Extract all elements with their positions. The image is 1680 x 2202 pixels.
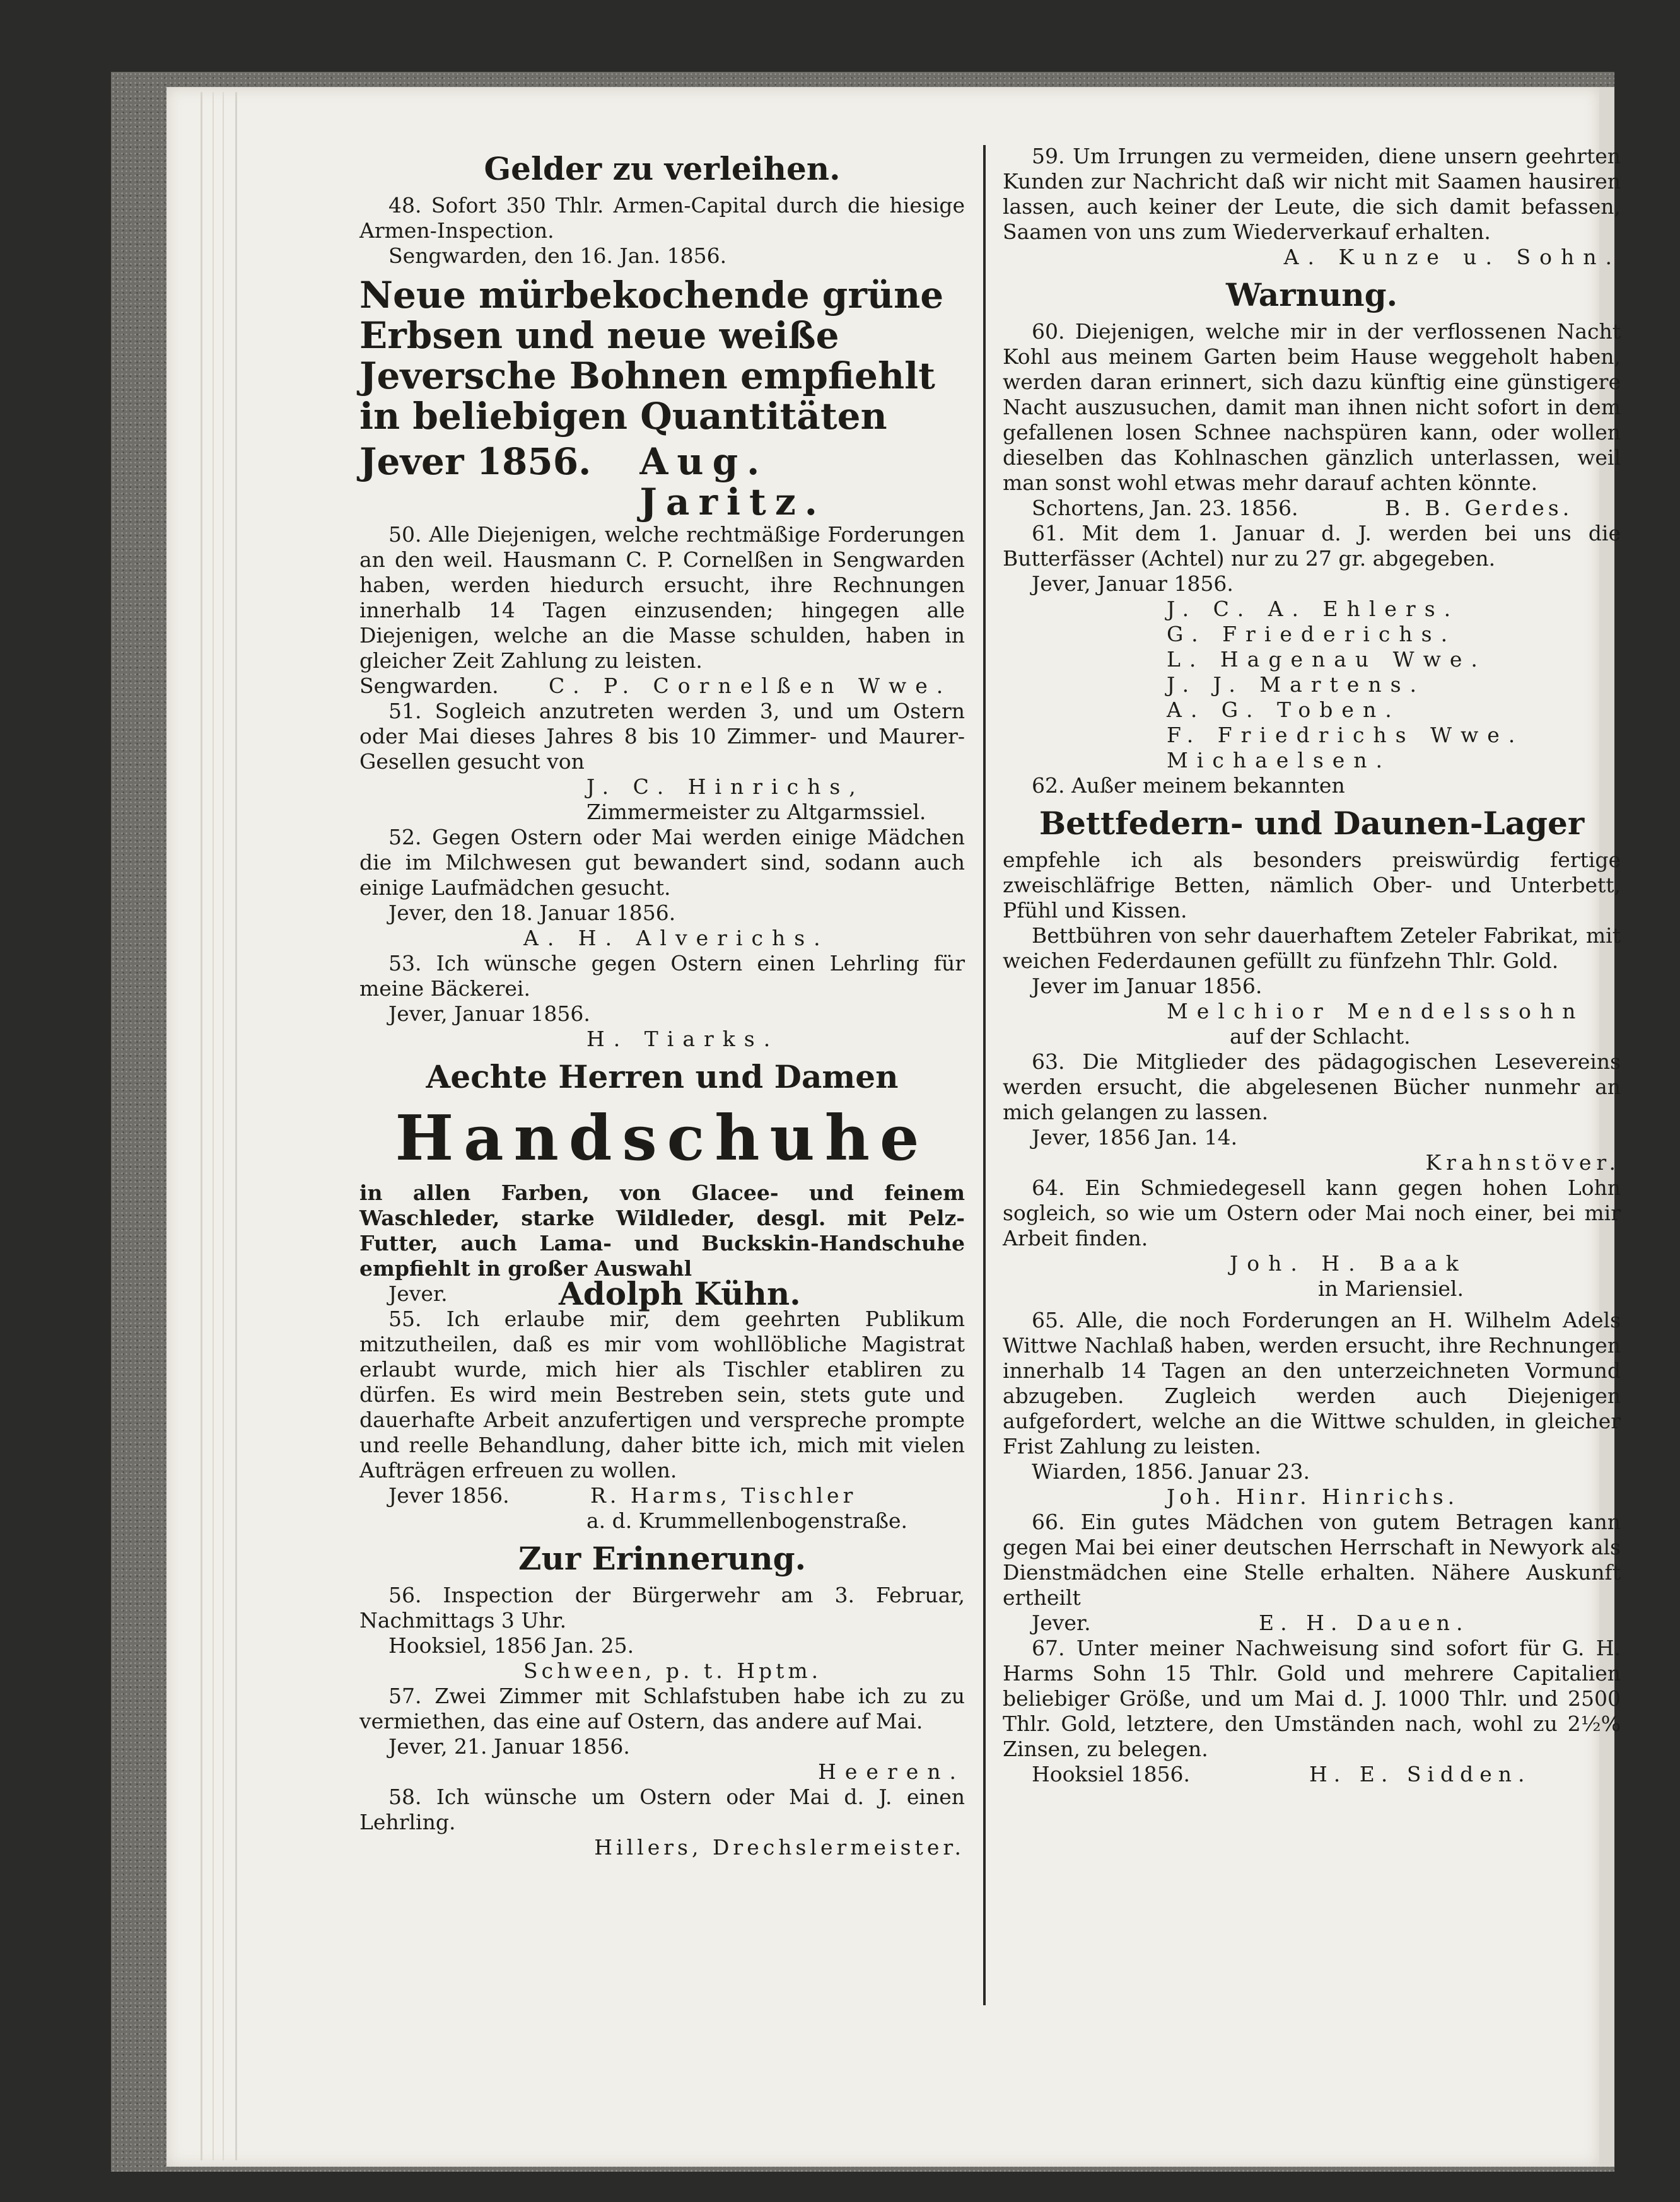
s62-text: empfehle ich als besonders preiswürdig fertige zweischläfrige Betten, nämlich Ober- und Unterbett, Pfühl und Kissen. bbox=[1003, 848, 1621, 923]
s62-signature-address: auf der Schlacht. bbox=[1230, 1024, 1411, 1049]
s61-signature-2: G. Friederichs. bbox=[1167, 622, 1457, 646]
s54-headline-large: Handschuhe bbox=[395, 1102, 930, 1175]
s63-text: 63. Die Mitglieder des pädagogischen Lesevereins werden ersucht, die abgelesenen Bücher nunmehr an mich gelangen zu lassen. bbox=[1003, 1049, 1621, 1124]
s62-headline: Bettfedern- und Daunen-Lager bbox=[1039, 805, 1585, 842]
s48-title: Gelder zu verleihen. bbox=[484, 150, 841, 187]
s63-signature: Krahnstöver. bbox=[1425, 1150, 1621, 1175]
s55-text: 55. Ich erlaube mir, dem geehrten Publikum mitzutheilen, daß es mir vom wohllöbliche Magistrat erlaubt wurde, mich hier als Tischler etabliren zu dürfen. Es wird mein Bestreben sein, stets gute und dauerhafte Arbeit anzufertigen und verspreche prompte und reelle Behandlung, daher bitte ich, mich mit vielen Aufträgen erfreuen zu wollen. bbox=[359, 1307, 965, 1483]
s60-footer bbox=[1003, 496, 1621, 521]
s54-footer bbox=[359, 1275, 965, 1312]
right-column bbox=[1003, 144, 1621, 1787]
s50-signature: C. P. Cornelßen Wwe. bbox=[549, 673, 952, 698]
page-edge-lines bbox=[201, 92, 237, 2160]
s62-text-2: Bettbühren von sehr dauerhaftem Zeteler Fabrikat, mit weichen Federdaunen gefüllt zu fünfzehn Thlr. Gold. bbox=[1003, 923, 1621, 973]
s65-text: 65. Alle, die noch Forderungen an H. Wilhelm Adels Wittwe Nachlaß haben, werden ersucht, ihre Rechnungen innerhalb 14 Tagen an den unterzeichneten Vormund abzugeben. Zugleich werden auch Diejenigen aufgefordert, welche an die Wittwe schulden, in gleicher Frist Zahlung zu leisten. bbox=[1003, 1308, 1621, 1459]
s67-place: Hooksiel 1856. bbox=[1032, 1762, 1191, 1786]
s61-signature-4: J. J. Martens. bbox=[1167, 672, 1426, 697]
s48-date: Sengwarden, den 16. Jan. 1856. bbox=[388, 243, 727, 268]
s49-headline: Neue mürbekochende grüne Erbsen und neue weiße Jeversche Bohnen empfiehlt in beliebigen Quantitäten bbox=[359, 274, 944, 438]
s57-text: 57. Zwei Zimmer mit Schlafstuben habe ich zu zu vermiethen, das eine auf Ostern, das andere auf Mai. bbox=[359, 1684, 965, 1733]
s64-text: 64. Ein Schmiedegesell kann gegen hohen Lohn sogleich, so wie um Ostern oder Mai noch einer, bei mir Arbeit finden. bbox=[1003, 1175, 1621, 1250]
s57-date: Jever, 21. Januar 1856. bbox=[388, 1734, 630, 1759]
s66-footer bbox=[1003, 1611, 1621, 1636]
s52-date: Jever, den 18. Januar 1856. bbox=[388, 900, 676, 925]
s48-text: 48. Sofort 350 Thlr. Armen-Capital durch die hiesige Armen-Inspection. bbox=[359, 193, 965, 243]
s50-place: Sengwarden. bbox=[359, 673, 499, 698]
s51-signature-title: Zimmermeister zu Altgarmssiel. bbox=[586, 800, 926, 824]
s56-text: 56. Inspection der Bürgerwehr am 3. Februar, Nachmittags 3 Uhr. bbox=[359, 1583, 965, 1633]
s61-text: 61. Mit dem 1. Januar d. J. werden bei uns die Butterfässer (Achtel) nur zu 27 gr. abgegeben. bbox=[1003, 521, 1621, 571]
column-divider bbox=[983, 145, 986, 2005]
s66-text: 66. Ein gutes Mädchen von gutem Betragen kann gegen Mai bei einer deutschen Herrschaft in Newyork als Dienstmädchen eine Stelle erhalten. Nähere Auskunft ertheilt bbox=[1003, 1510, 1621, 1610]
s50-text: 50. Alle Diejenigen, welche rechtmäßige Forderungen an den weil. Hausmann C. P. Cornelßen in Sengwarden haben, werden hiedurch ersucht, ihre Rechnungen innerhalb 14 Tagen einzusenden; hingegen alle Diejenigen, welche an die Masse schulden, haben in gleicher Zeit Zahlung zu leisten. bbox=[359, 522, 965, 673]
s49-footer bbox=[359, 441, 965, 522]
s64-signature-address: in Mariensiel. bbox=[1318, 1276, 1464, 1301]
s65-signature: Joh. Hinr. Hinrichs. bbox=[1167, 1484, 1459, 1509]
s67-text: 67. Unter meiner Nachweisung sind sofort für G. H. Harms Sohn 15 Thlr. Gold und mehrere Capitalien beliebiger Größe, und um Mai d. J. 1000 Thlr. und 2500 Thlr. Gold, letztere, den Umständen nach, wohl zu 2½% Zinsen, zu belegen. bbox=[1003, 1636, 1621, 1761]
s60-date: Schortens, Jan. 23. 1856. bbox=[1032, 496, 1298, 520]
s55-signature-address: a. d. Krummellenbogenstraße. bbox=[586, 1508, 908, 1533]
left-column bbox=[359, 144, 965, 1860]
s61-signature-5: A. G. Toben. bbox=[1167, 697, 1401, 722]
s54-place: Jever. bbox=[388, 1281, 448, 1306]
s61-signature-6: F. Friedrichs Wwe. bbox=[1167, 723, 1524, 747]
s58-text: 58. Ich wünsche um Ostern oder Mai d. J. einen Lehrling. bbox=[359, 1785, 965, 1834]
s62-signature: Melchior Mendelssohn bbox=[1167, 999, 1585, 1023]
s55-signature: R. Harms, Tischler bbox=[590, 1483, 857, 1508]
s64-signature: Joh. H. Baak bbox=[1230, 1251, 1467, 1276]
s54-text: in allen Farben, von Glacee- und feinem Waschleder, starke Wildleder, desgl. mit Pelz-Futter, auch Lama- und Buckskin-Handschuhe empfiehlt in großer Auswahl bbox=[359, 1180, 965, 1281]
s53-date: Jever, Januar 1856. bbox=[388, 1001, 590, 1026]
s67-footer bbox=[1003, 1762, 1621, 1787]
s51-signature: J. C. Hinrichs, bbox=[586, 774, 865, 799]
s51-text: 51. Sogleich anzutreten werden 3, und um Ostern oder Mai dieses Jahres 8 bis 10 Zimmer- und Maurer-Gesellen gesucht von bbox=[359, 699, 965, 774]
s67-signature: H. E. Sidden. bbox=[1309, 1762, 1531, 1786]
s60-title: Warnung. bbox=[1226, 276, 1397, 313]
s49-signature: Aug. Jaritz. bbox=[639, 440, 826, 523]
s61-signature-3: L. Hagenau Wwe. bbox=[1167, 647, 1486, 672]
s63-date: Jever, 1856 Jan. 14. bbox=[1032, 1125, 1238, 1150]
s56-signature: Schween, p. t. Hptm. bbox=[523, 1658, 822, 1683]
s50-footer bbox=[359, 673, 965, 699]
s62-text-intro: 62. Außer meinem bekannten bbox=[1032, 773, 1345, 798]
s54-headline: Aechte Herren und Damen bbox=[426, 1058, 899, 1095]
s61-signature-1: J. C. A. Ehlers. bbox=[1167, 597, 1460, 621]
s62-date: Jever im Januar 1856. bbox=[1032, 974, 1263, 998]
s60-text: 60. Diejenigen, welche mir in der verflossenen Nacht Kohl aus meinem Garten beim Hause weggeholt haben, werden daran erinnert, sich dazu künftig eine günstigere Nacht auszusuchen, damit man ihnen nicht sofort in dem gefallenen losen Schnee nachspüren kann, oder wollen dieselben das Kohlnaschen gänzlich unterlassen, weil man sonst wohl etwas mehr darauf achten könnte. bbox=[1003, 319, 1621, 495]
s60-signature: B. B. Gerdes. bbox=[1385, 496, 1573, 520]
s61-signature-7: Michaelsen. bbox=[1167, 748, 1392, 772]
s65-date: Wiarden, 1856. Januar 23. bbox=[1032, 1459, 1310, 1484]
s58-signature: Hillers, Drechslermeister. bbox=[594, 1835, 965, 1860]
s66-signature: E. H. Dauen. bbox=[1259, 1611, 1469, 1635]
s53-signature: H. Tiarks. bbox=[586, 1027, 779, 1051]
spacer bbox=[1003, 1302, 1621, 1308]
s56-date: Hooksiel, 1856 Jan. 25. bbox=[388, 1633, 634, 1658]
s61-date: Jever, Januar 1856. bbox=[1032, 571, 1234, 596]
s53-text: 53. Ich wünsche gegen Ostern einen Lehrling für meine Bäckerei. bbox=[359, 951, 965, 1001]
s57-signature: Heeren. bbox=[818, 1759, 965, 1784]
s56-title: Zur Erinnerung. bbox=[518, 1540, 806, 1577]
s54-signature: Adolph Kühn. bbox=[559, 1275, 801, 1312]
s55-place: Jever 1856. bbox=[388, 1483, 510, 1508]
s59-text: 59. Um Irrungen zu vermeiden, diene unsern geehrten Kunden zur Nachricht daß wir nicht mit Saamen hausiren lassen, auch keiner der Leute, die sich damit befassen, Saamen von uns zum Wiederverkauf erhalten. bbox=[1003, 144, 1621, 244]
s59-signature: A. Kunze u. Sohn. bbox=[1283, 245, 1621, 269]
s49-place: Jever 1856. bbox=[359, 440, 592, 483]
s52-signature: A. H. Alverichs. bbox=[523, 926, 829, 950]
s52-text: 52. Gegen Ostern oder Mai werden einige Mädchen die im Milchwesen gut bewandert sind, sodann auch einige Laufmädchen gesucht. bbox=[359, 825, 965, 900]
s55-footer bbox=[359, 1483, 965, 1508]
s66-place: Jever. bbox=[1032, 1611, 1091, 1635]
